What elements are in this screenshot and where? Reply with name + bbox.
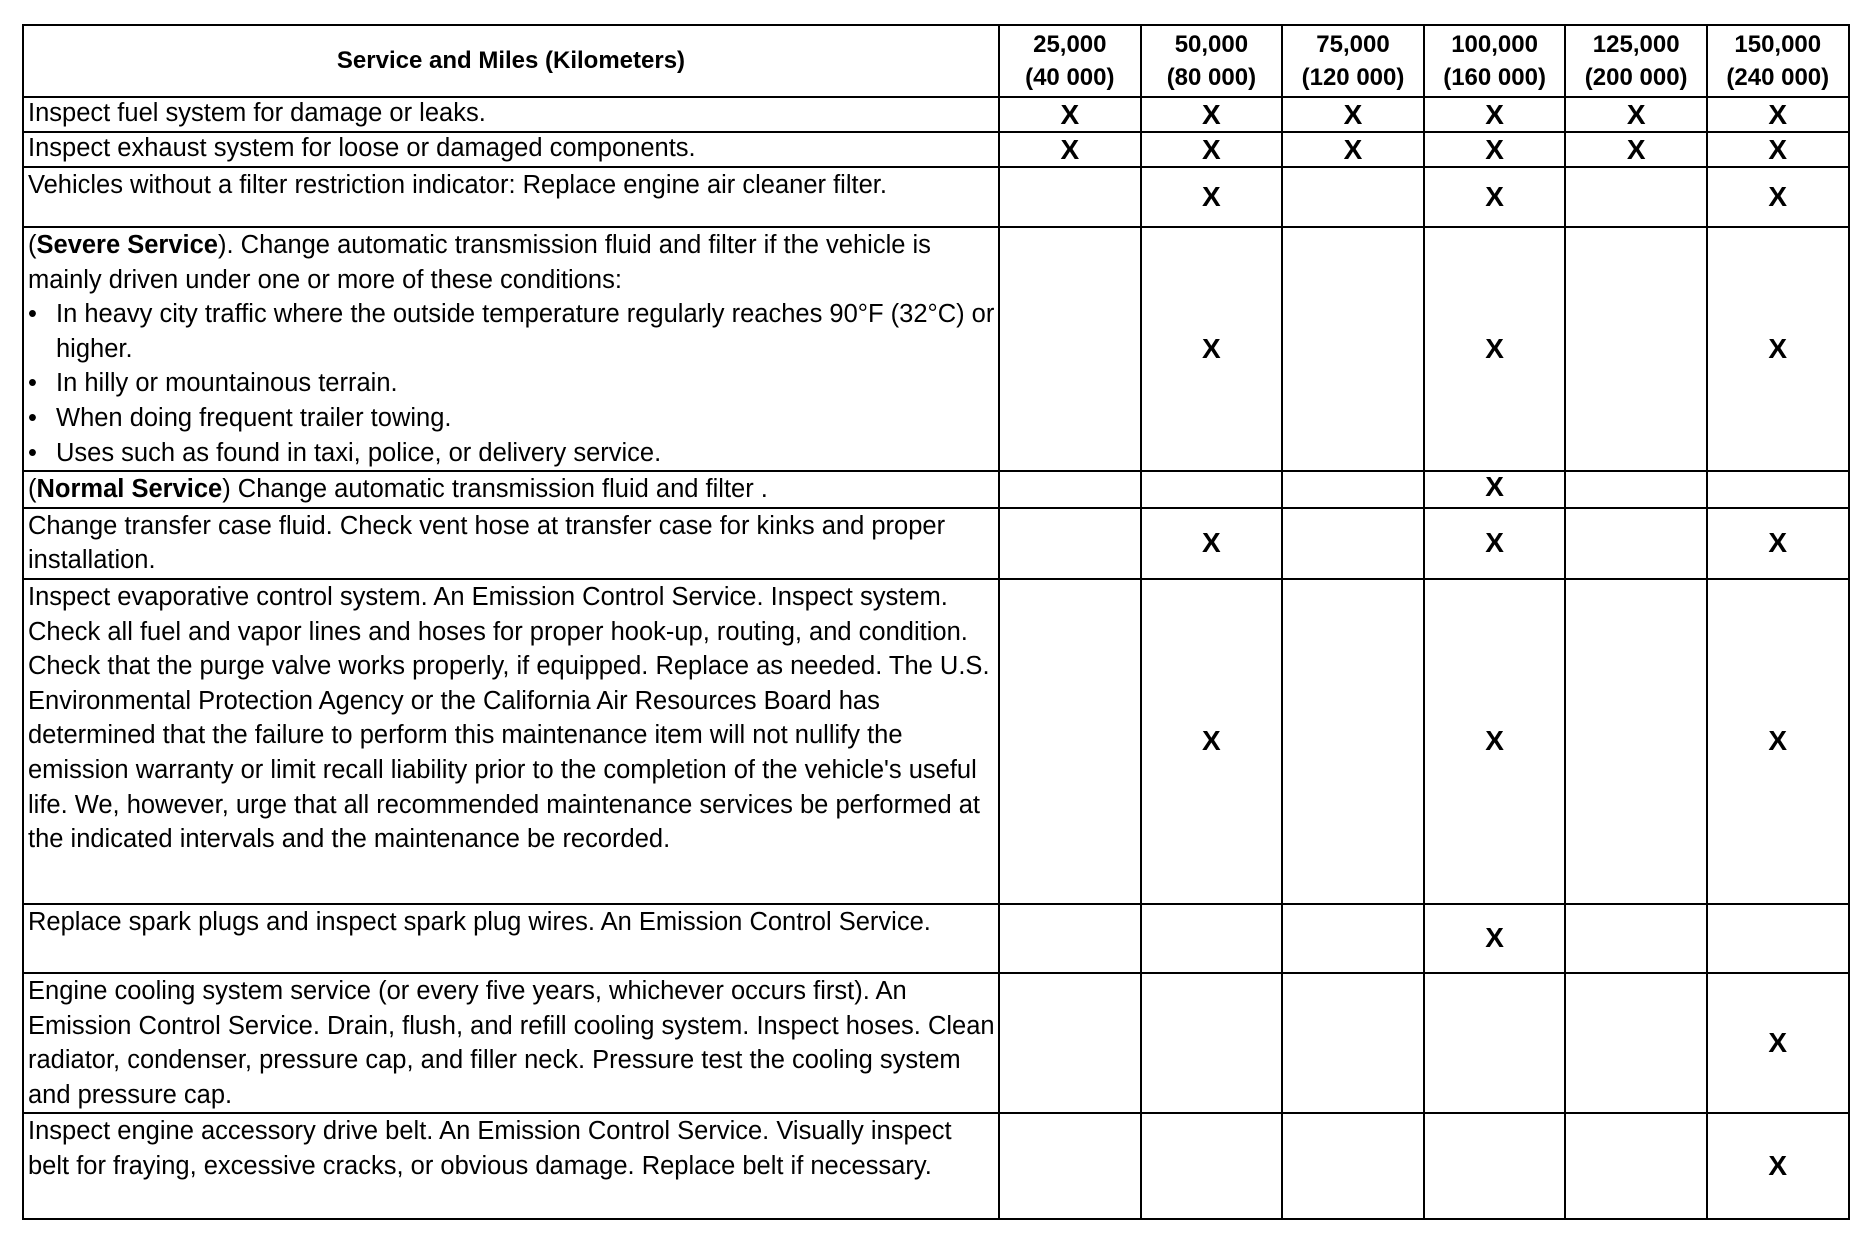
interval-mark [1424, 973, 1566, 1113]
lead-close-paren: ) [222, 475, 231, 504]
interval-km: (200 000) [1584, 64, 1688, 91]
interval-header-50000 [1141, 25, 1283, 97]
interval-mark [1565, 1113, 1707, 1219]
table-row [23, 227, 1849, 471]
interval-mark [1565, 471, 1707, 508]
table-row [23, 132, 1849, 167]
interval-mark [1282, 227, 1424, 471]
condition-text: In hilly or mountainous terrain. [56, 369, 398, 398]
service-description: Replace spark plugs and inspect spark plug wires. An Emission Control Service. [23, 904, 999, 973]
service-description: Inspect fuel system for damage or leaks. [23, 97, 999, 132]
interval-header-100000 [1424, 25, 1566, 97]
interval-mark [1707, 904, 1849, 973]
bullet-icon: • [28, 438, 37, 467]
bullet-icon: • [28, 403, 37, 432]
normal-service-label: Normal Service [36, 475, 223, 504]
interval-miles: 75,000 [1316, 31, 1390, 58]
interval-mark: X [1282, 132, 1424, 167]
interval-mark: X [1424, 508, 1566, 579]
interval-mark: X [1707, 227, 1849, 471]
interval-mark [1282, 508, 1424, 579]
service-description: Engine cooling system service (or every five years, whichever occurs first). An Emission Control Service. Drain, flush, and refill cooling system. Inspect hoses. Clean radiator, condenser, pressure cap, and filler neck. Pressure test the cooling system and pressure cap. [23, 973, 999, 1113]
service-description: Change transfer case fluid. Check vent hose at transfer case for kinks and proper installation. [23, 508, 999, 579]
service-description: Vehicles without a filter restriction indicator: Replace engine air cleaner filter. [23, 167, 999, 227]
interval-miles: 50,000 [1174, 31, 1249, 58]
interval-mark [1141, 1113, 1283, 1219]
interval-mark: X [1424, 471, 1566, 508]
table-row [23, 1113, 1849, 1219]
interval-mark: X [1141, 132, 1283, 167]
table-row [23, 471, 1849, 508]
interval-mark: X [999, 132, 1141, 167]
interval-miles: 100,000 [1451, 31, 1538, 58]
maintenance-schedule-table [22, 24, 1850, 1220]
interval-mark: X [1707, 1113, 1849, 1219]
interval-mark [999, 579, 1141, 904]
lead-open-paren: ( [28, 475, 37, 504]
interval-mark: X [1424, 579, 1566, 904]
lead-close-paren: ). [218, 231, 234, 259]
condition-item [28, 366, 998, 401]
interval-mark [1282, 1113, 1424, 1219]
interval-mark: X [1141, 579, 1283, 904]
lead-open-paren: ( [28, 231, 37, 259]
service-description: Inspect engine accessory drive belt. An Emission Control Service. Visually inspect belt for fraying, excessive cracks, or obvious damage. Replace belt if necessary. [23, 1113, 999, 1219]
interval-mark [1282, 167, 1424, 227]
interval-header-125000 [1565, 25, 1707, 97]
interval-km: (80 000) [1166, 64, 1257, 91]
bullet-icon: • [28, 300, 37, 329]
interval-mark [999, 508, 1141, 579]
severe-service-label: Severe Service [36, 231, 218, 259]
service-text: Change automatic transmission fluid and filter . [230, 475, 768, 504]
interval-header-75000 [1282, 25, 1424, 97]
table-row [23, 579, 1849, 904]
interval-mark [1565, 904, 1707, 973]
table-row [23, 973, 1849, 1113]
table-row [23, 904, 1849, 973]
interval-mark: X [1141, 508, 1283, 579]
interval-mark [1565, 579, 1707, 904]
interval-mark: X [1707, 579, 1849, 904]
interval-miles: 150,000 [1734, 31, 1822, 58]
interval-km: (40 000) [1025, 64, 1115, 91]
interval-mark: X [1565, 132, 1707, 167]
interval-mark [1707, 471, 1849, 508]
interval-mark: X [1141, 97, 1283, 132]
condition-item [28, 436, 998, 471]
interval-mark [999, 973, 1141, 1113]
service-description [23, 471, 999, 508]
interval-mark: X [1424, 904, 1566, 973]
interval-mark [1141, 904, 1283, 973]
interval-mark [999, 471, 1141, 508]
interval-mark [1565, 973, 1707, 1113]
interval-mark [1282, 973, 1424, 1113]
interval-mark: X [1424, 227, 1566, 471]
interval-mark [1565, 227, 1707, 471]
table-row [23, 97, 1849, 132]
interval-mark [1282, 904, 1424, 973]
condition-text: In heavy city traffic where the outside temperature regularly reaches 90°F (32°C) or higher. [56, 300, 995, 363]
interval-mark: X [1424, 97, 1566, 132]
service-column-header: Service and Miles (Kilometers) [23, 25, 999, 97]
condition-item [28, 297, 998, 366]
interval-mark: X [1424, 167, 1566, 227]
interval-header-25000 [999, 25, 1141, 97]
interval-mark: X [1141, 167, 1283, 227]
interval-mark [1141, 973, 1283, 1113]
interval-mark: X [1141, 227, 1283, 471]
interval-km: (240 000) [1726, 64, 1830, 91]
condition-item [28, 401, 998, 436]
interval-miles: 25,000 [1033, 31, 1107, 58]
interval-mark [1282, 579, 1424, 904]
interval-mark: X [1707, 132, 1849, 167]
interval-km: (160 000) [1443, 64, 1546, 91]
condition-text: When doing frequent trailer towing. [56, 403, 452, 432]
service-description: Inspect exhaust system for loose or damaged components. [23, 132, 999, 167]
interval-mark [1565, 167, 1707, 227]
interval-mark [999, 167, 1141, 227]
interval-mark [999, 227, 1141, 471]
interval-miles: 125,000 [1592, 31, 1680, 58]
interval-mark [1565, 508, 1707, 579]
header-row [23, 25, 1849, 97]
interval-mark [1141, 471, 1283, 508]
bullet-icon: • [28, 369, 37, 398]
condition-text: Uses such as found in taxi, police, or delivery service. [56, 438, 662, 467]
interval-mark: X [1707, 97, 1849, 132]
interval-mark: X [1565, 97, 1707, 132]
service-description: Inspect evaporative control system. An Emission Control Service. Inspect system. Check all fuel and vapor lines and hoses for proper hook-up, routing, and condition. Check that the purge valve works properly, if equipped. Replace as needed. The U.S. Environmental Protection Agency or the California Air Resources Board has determined that the failure to perform this maintenance item will not nullify the emission warranty or limit recall liability prior to the completion of the vehicle's useful life. We, however, urge that all recommended maintenance services be performed at the indicated intervals and the maintenance be recorded. [23, 579, 999, 904]
interval-mark: X [999, 97, 1141, 132]
service-description [23, 227, 999, 471]
interval-mark: X [1424, 132, 1566, 167]
interval-mark: X [1707, 973, 1849, 1113]
interval-header-150000 [1707, 25, 1849, 97]
interval-mark [999, 904, 1141, 973]
service-text: Change automatic transmission fluid and filter if the vehicle is mainly driven under one or more of these conditions: [28, 231, 931, 294]
interval-km: (120 000) [1301, 64, 1405, 91]
interval-mark [1424, 1113, 1566, 1219]
interval-mark: X [1282, 97, 1424, 132]
interval-mark: X [1707, 167, 1849, 227]
table-row [23, 167, 1849, 227]
interval-mark [1282, 471, 1424, 508]
interval-mark [999, 1113, 1141, 1219]
interval-mark: X [1707, 508, 1849, 579]
table-row [23, 508, 1849, 579]
